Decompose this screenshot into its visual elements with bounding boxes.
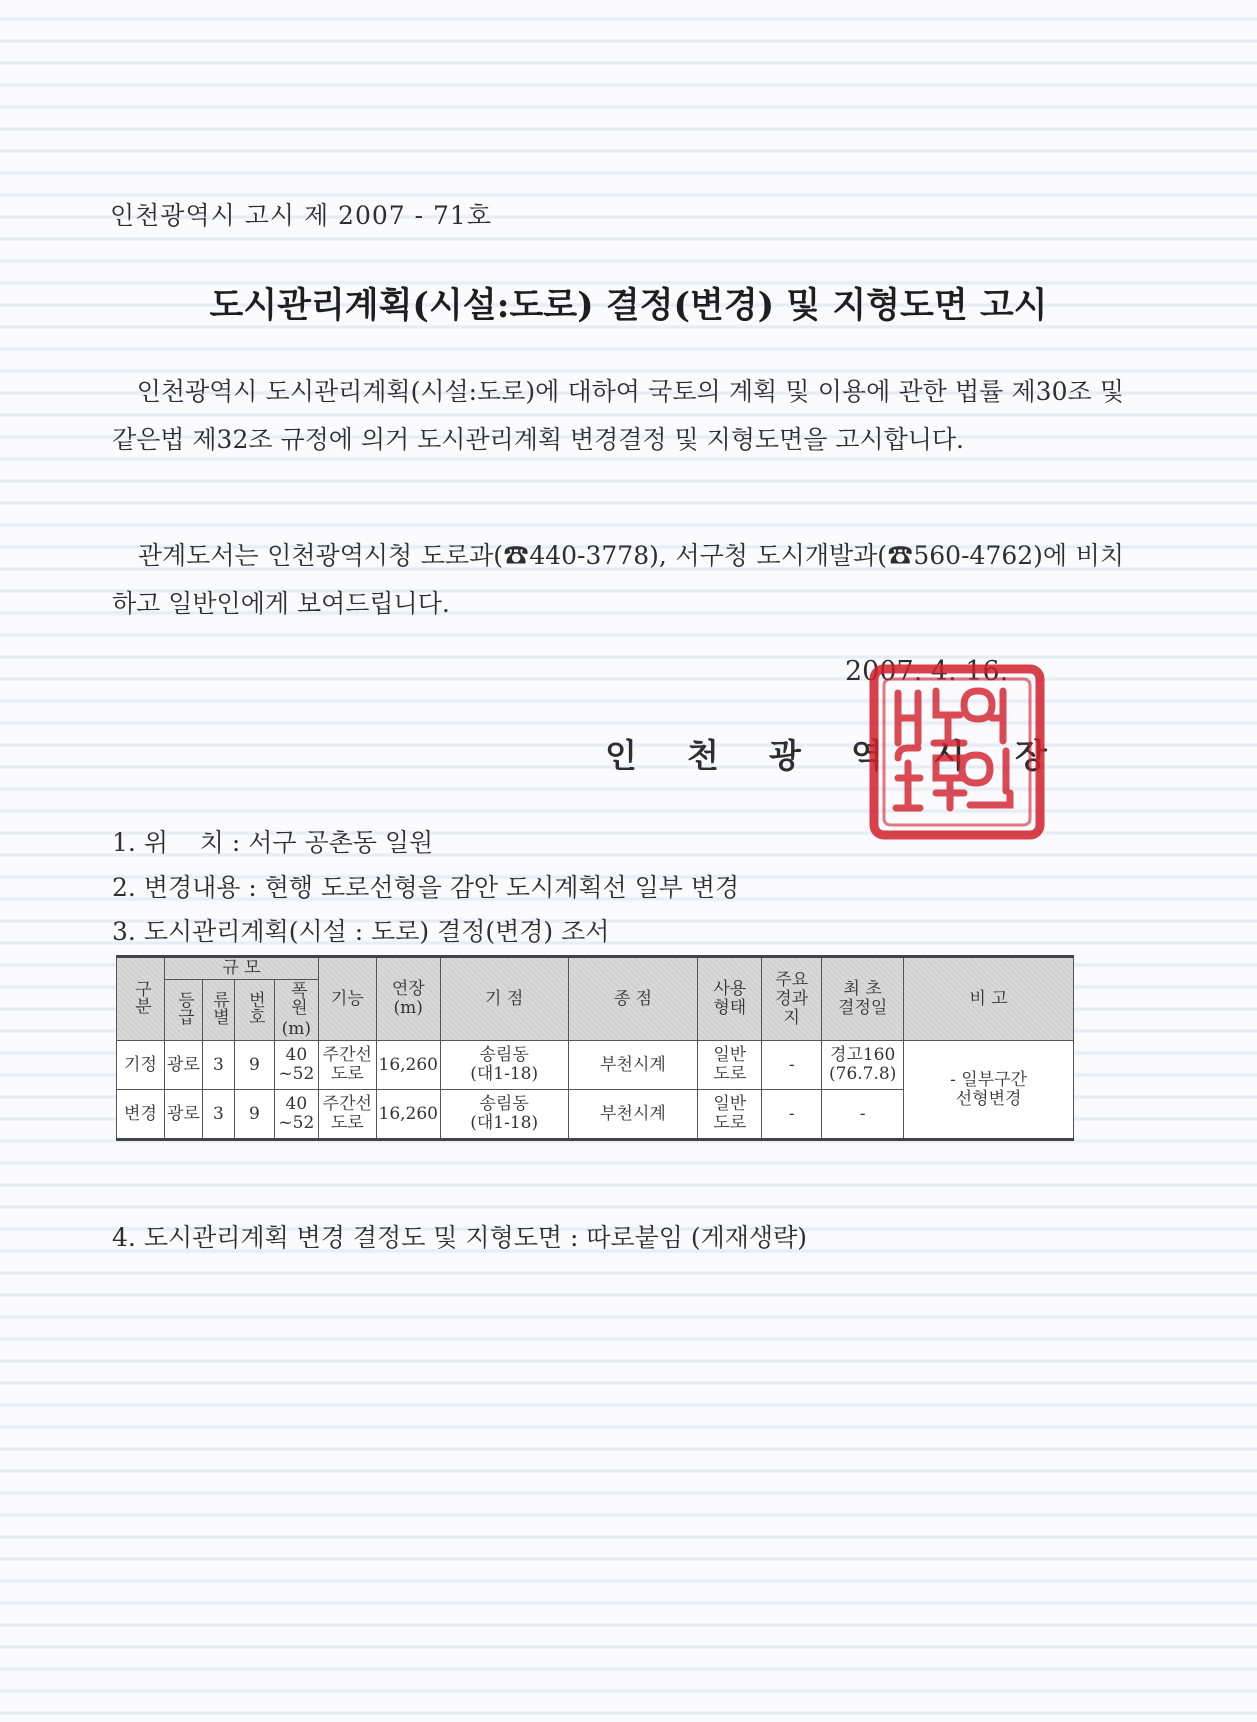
cell-width: 40 ~52 — [274, 1041, 318, 1090]
notice-date: 2007. 4. 16. — [845, 656, 1009, 687]
item-number: 1. — [112, 828, 136, 857]
cell-class: 3 — [202, 1090, 234, 1140]
cell-division: 기정 — [117, 1041, 165, 1090]
header-function: 기능 — [318, 957, 376, 1041]
header-first-decision: 최 초 결정일 — [822, 957, 904, 1041]
cell-first-decision: 경고160 (76.7.8) — [822, 1041, 904, 1090]
body-paragraph-2 — [112, 532, 1124, 628]
header-number: 번호 — [234, 980, 274, 1041]
cell-length: 16,260 — [376, 1090, 440, 1140]
paragraph-1-text: 인천광역시 도시관리계획(시설:도로)에 대하여 국토의 계획 및 이용에 관한 법률 제30조 및 같은법 제32조 규정에 의거 도시관리계획 변경결정 및 지형도면을 고시합니다. — [112, 377, 1125, 454]
header-end: 종 점 — [568, 957, 698, 1041]
cell-remarks: - 일부구간 선형변경 — [904, 1041, 1074, 1140]
cell-number: 9 — [234, 1041, 274, 1090]
cell-start: 송림동 (대1-18) — [440, 1090, 568, 1140]
cell-width: 40 ~52 — [274, 1090, 318, 1140]
header-start: 기 점 — [440, 957, 568, 1041]
cell-first-decision: - — [822, 1090, 904, 1140]
item-text: 현행 도로선형을 감안 도시계획선 일부 변경 — [264, 873, 740, 902]
item-separator: : — [231, 828, 241, 857]
decision-table — [116, 955, 1074, 1141]
notice-number: 인천광역시 고시 제 2007 - 71호 — [110, 201, 492, 230]
page-title: 도시관리계획(시설:도로) 결정(변경) 및 지형도면 고시 — [209, 285, 1048, 326]
issuer-char: 인 — [605, 736, 637, 775]
item-label: 위 치 — [143, 828, 224, 857]
cell-end: 부천시계 — [568, 1041, 698, 1090]
list-item — [112, 868, 739, 904]
list-item — [112, 823, 433, 859]
list-item — [112, 1218, 807, 1254]
body-paragraph-1 — [112, 368, 1124, 464]
header-division: 구분 — [117, 957, 165, 1041]
table-row — [117, 1041, 1074, 1090]
cell-number: 9 — [234, 1090, 274, 1140]
item-separator: : — [248, 873, 257, 902]
list-item — [112, 912, 609, 948]
header-grade: 등급 — [164, 980, 202, 1041]
header-main-via: 주요 경과 지 — [762, 957, 822, 1041]
cell-function: 주간선 도로 — [318, 1041, 376, 1090]
cell-main-via: - — [762, 1041, 822, 1090]
cell-main-via: - — [762, 1090, 822, 1140]
cell-class: 3 — [202, 1041, 234, 1090]
cell-usage: 일반 도로 — [698, 1090, 762, 1140]
official-seal — [868, 663, 1046, 841]
header-length: 연장 (m) — [376, 957, 440, 1041]
issuer-char: 장 — [1015, 736, 1047, 775]
item-number: 2. — [112, 873, 136, 902]
cell-start: 송림동 (대1-18) — [440, 1041, 568, 1090]
cell-grade: 광로 — [164, 1041, 202, 1090]
item-number: 4. — [112, 1223, 136, 1252]
header-class: 류별 — [202, 980, 234, 1041]
cell-usage: 일반 도로 — [698, 1041, 762, 1090]
issuer-char: 시 — [933, 736, 965, 775]
item-number: 3. — [112, 917, 136, 946]
cell-length: 16,260 — [376, 1041, 440, 1090]
cell-function: 주간선 도로 — [318, 1090, 376, 1140]
item-text: 도시관리계획(시설 : 도로) 결정(변경) 조서 — [143, 917, 610, 946]
header-usage: 사용 형태 — [698, 957, 762, 1041]
cell-grade: 광로 — [164, 1090, 202, 1140]
header-scale: 규 모 — [164, 957, 318, 980]
paragraph-2-text: 관계도서는 인천광역시청 도로과(☎440-3778), 서구청 도시개발과(☎560-4762)에 비치하고 일반인에게 보여드립니다. — [112, 541, 1124, 618]
cell-end: 부천시계 — [568, 1090, 698, 1140]
issuer-char: 천 — [687, 736, 719, 775]
cell-division: 변경 — [117, 1090, 165, 1140]
issuer-char: 역 — [851, 736, 883, 775]
item-label: 변경내용 — [143, 873, 241, 902]
item-text: 서구 공촌동 일원 — [248, 828, 434, 857]
header-remarks: 비 고 — [904, 957, 1074, 1041]
header-width: 폭원 (m) — [274, 980, 318, 1041]
issuer-char: 광 — [769, 736, 801, 775]
item-text: 도시관리계획 변경 결정도 및 지형도면 : 따로붙임 (게재생략) — [143, 1223, 807, 1252]
